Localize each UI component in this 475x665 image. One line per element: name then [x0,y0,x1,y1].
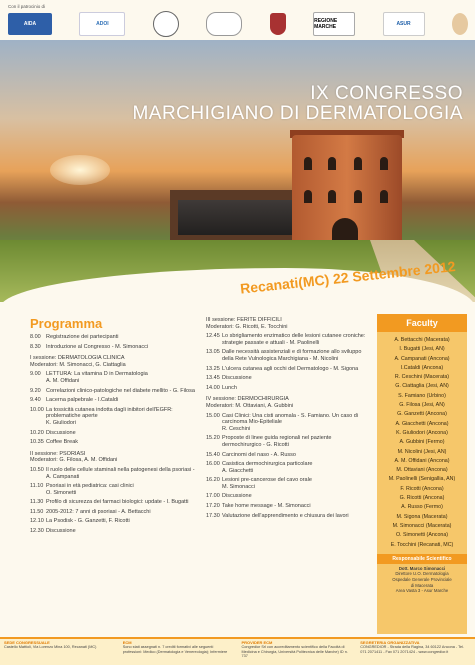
title-line-2: MARCHIGIANO DI DERMATOLOGIA [132,103,463,124]
session-moderators: Moderatori: M. Simonacci, G. Ciattaglia [30,361,126,368]
faculty-member: A. Bettacchi (Macerata) [394,337,450,343]
program-time: 9.00 [30,371,41,378]
program-speaker: A. Giacchetti [222,467,254,474]
program-topic: Casi Clinici: Una cisti anomala - S. Famiano. Un caso di carcinoma Mio-Epiteliale [222,412,359,426]
program-topic: Take home message - M. Simonacci [222,503,311,510]
session-header [206,317,366,330]
tower-window [380,157,388,170]
faculty-member: O. Simonetti (Ancona) [395,532,449,539]
faculty-member: M. Paolinelli (Senigallia, AN) [388,476,456,483]
program-text [222,477,366,490]
faculty-member: F. Ricotti (Ancona) [400,485,444,492]
resp-title: Responsabile Scientifico [377,554,467,564]
footer-body: Sono stati assegnati n. 7 crediti formativi alle seguenti professioni: Medico (Dermatologia e Venereologia); Infermiere [122,645,228,654]
faculty-member: A. Russo (Fermo) [401,504,443,511]
program-item [30,334,195,341]
program-topic: Correlazioni clinico-patologiche nel diabete mellito - G. Filosa [46,387,195,394]
congress-title [132,84,463,124]
sun [50,155,110,185]
program-topic: Lacerna palpebrale - I.Cataldi [46,397,119,404]
program-text [222,375,366,382]
tower-window [354,157,362,170]
program-topic: Coffee Break [46,439,79,446]
program-time: 16.20 [206,477,220,484]
faculty-member: G. Ganzetti (Ancona) [397,411,447,418]
footer-head: ECM [122,640,132,645]
program-item [30,344,195,351]
program-text [222,461,366,474]
program-time: 17.00 [206,493,220,500]
footer-organizer [356,639,475,665]
session-moderators: Moderatori: G. Filosa, A. M. Offidani [30,457,118,464]
faculty-member: M. Sigona (Macerata) [396,513,448,520]
program-time: 10.35 [30,439,44,446]
program-item [30,509,195,516]
program-time: 15.20 [206,435,220,442]
program-topic: Lesioni pre-cancerose del cavo orale [222,477,312,484]
program-text [222,385,366,392]
resp-line: di Macerata [410,582,434,588]
program-topic: Proposte di linee guida regionali nel paziente dermochirurgico - G. Ricotti [222,435,332,448]
title-line-1: IX CONGRESSO [310,83,463,104]
program-item [206,375,366,382]
session-title: III sessione: FERITE DIFFICILI [206,317,282,323]
program-item [206,333,366,346]
program-topic: Discussione [46,429,76,436]
program-time: 13.25 [206,365,220,372]
faculty-member: A. Campanati (Ancona) [394,355,450,362]
program-item [206,513,366,520]
footer-ecm [119,639,238,665]
session-header [206,396,366,409]
faculty-member: G. Ricotti (Ancona) [399,495,445,502]
program-text [46,371,195,384]
faculty-panel [377,314,467,634]
session-title: II sessione: PSORIASI [30,450,86,457]
program-item [206,366,366,373]
program-text [46,334,195,341]
program-topic: Lunch [222,384,237,391]
program-time: 14.00 [206,384,220,391]
aida-logo: AIDA [8,13,52,35]
program-time: 9.20 [30,387,41,394]
program-text [46,388,195,395]
society-logo [153,11,179,37]
program-topic: Psoriasi in età pediatrica: casi clinici [46,483,134,490]
program-item [206,477,366,490]
faculty-member: I. Bugatti (Jesi, AN) [399,346,445,353]
footer-head: PROVIDER ECM [241,640,273,645]
faculty-member: S. Famiano (Urbino) [398,392,446,399]
session-moderators: Moderatori: M. Ottaviani, A. Gubbini [206,402,294,409]
program-item [206,503,366,510]
program-text [46,499,195,506]
program-text [222,452,366,459]
footer-provider [238,639,357,665]
building-glass [178,200,308,235]
program-topic: LETTURA: La vitamina D in Dermatologia [46,371,148,378]
program-item [206,385,366,392]
resp-line: Area Vasta 3 - Asur Marche [395,588,449,594]
faculty-list [377,332,467,550]
session-header [30,355,195,368]
program-text [222,349,366,362]
faculty-title: Faculty [377,314,467,332]
footer-head: SEDE CONGRESSUALE [4,640,50,645]
program-topic: La Psodisk - G. Ganzetti, F. Ricotti [46,518,130,525]
program-time: 8.00 [30,334,41,340]
faculty-member: G. Filosa (Jesi, AN) [399,402,445,409]
faculty-member: I.Cataldi (Ancona) [400,364,444,371]
footer-head: SEGRETERIA ORGANIZZATIVA [360,640,420,645]
faculty-member: K. Giuliodori (Ancona) [396,429,448,436]
program-time: 13.45 [206,375,220,382]
program-text [222,435,366,448]
crest-logo [270,13,286,35]
footer-venue [0,639,119,665]
faculty-member: A. Gubbini (Fermo) [399,439,445,446]
program-item [30,371,195,384]
program-left-column [30,334,195,538]
program-time: 9.40 [30,397,41,404]
program-topic: Discussione [222,375,252,382]
program-topic: La tossicità cutanea indotta dagli inibitori dell'EGFR: problematiche aperte [46,406,173,420]
program-text [46,439,195,446]
program-item [30,528,195,535]
program-mid-column [206,312,366,522]
program-time: 11.50 [30,508,44,515]
program-item [206,493,366,500]
resp-line: Ospedale Generale Provinciale [392,577,452,583]
patronage-logos [8,10,468,38]
faculty-member: R. Ceschini (Macerata) [394,374,450,381]
program-time: 12.30 [30,528,44,535]
program-item [30,483,195,496]
program-text [222,493,366,500]
program-time: 10.50 [30,466,44,473]
program-topic: Lo sbrigliamento enzimatico delle lesioni cutanee croniche: strategie passate e attuali - M. Paolinelli [222,333,366,346]
program-text [46,344,195,351]
program-item [206,452,366,459]
program-text [46,430,195,437]
program-topic: Valutazione dell'apprendimento e chiusura dei lavori [222,512,349,519]
program-time: 15.00 [206,412,220,419]
program-item [30,518,195,525]
faculty-member: M. Nicolini (Jesi, AN) [397,448,447,455]
program-text [222,513,366,520]
program-text [222,413,366,433]
session-title: IV sessione: DERMOCHIRURGIA [206,396,289,403]
program-item [30,388,195,395]
tower-window [380,190,388,203]
program-item [206,435,366,448]
patronage-label: Con il patrocinio di [8,4,46,9]
program-text [222,333,366,346]
faculty-member: A. M. Offidani (Ancona) [394,457,450,464]
program-speaker: R. Ceschini [222,425,251,432]
program-item [206,349,366,362]
program-topic: Carcinomi del naso - A. Russo [222,451,296,458]
ordine-logo [206,12,242,36]
program-speaker: O. Simonetti [46,489,77,496]
program-text [46,397,195,404]
program-time: 15.40 [206,451,220,458]
congress-date: Recanati(MC) 22 Settembre 2012 [239,258,456,297]
program-item [30,407,195,427]
program-topic: Discussione [46,528,76,535]
program-item [30,499,195,506]
program-text [46,509,195,516]
program-time: 12.45 [206,333,220,340]
program-text [222,503,366,510]
program-time: 10.00 [30,406,44,413]
program-time: 11.30 [30,499,44,506]
session-moderators: Moderatori: G. Ricotti, E. Tocchini [206,323,288,330]
program-time: 17.20 [206,503,220,510]
program-item [206,413,366,433]
program-text [46,483,195,496]
regione-marche-logo: REGIONE MARCHE [313,12,355,36]
program-topic: Il ruolo delle cellule staminali nella patogenesi della psoriasi - A. Campanati [46,466,195,480]
resp-body [377,564,467,596]
program-time: 11.10 [30,483,44,490]
program-text [46,518,195,525]
program-item [206,461,366,474]
program-time: 12.10 [30,518,44,525]
program-speaker: K. Giuliodori [46,419,76,426]
program-topic: Discussione [222,493,252,500]
tower-window [304,157,312,170]
faculty-member: G. Ciattaglia (Jesi, AN) [395,383,449,390]
resp-line: Direttore U.O. Dermatologia [395,571,449,577]
program-text [222,366,366,373]
tower-window [304,190,312,203]
program-time: 13.05 [206,349,220,356]
program-topic: Casistica dermochirurgica particolare [222,461,313,468]
tower-window [328,157,336,170]
faculty-member: A. Giacchetti (Ancona) [395,420,449,427]
program-topic: L'ulcera cutanea agli occhi del Dermatologo - M. Sigona [222,365,359,372]
tower-window [328,190,336,203]
program-time: 8.30 [30,343,41,350]
programma-title: Programma [30,316,103,331]
footer [0,637,475,665]
footer-body: CONGREDIOR - Strada della Ragina, 34 60122 Ancona - Tel. 071 2071411 - Fax 071 2071424 - www.congredior.it [360,645,465,654]
program-text [46,467,195,480]
program-topic: Introduzione al Congresso - M. Simonacci [46,343,149,350]
program-text [46,528,195,535]
faculty-member: M. Simonacci (Macerata) [392,522,452,529]
faculty-member: E. Tocchini (Recanati, MC) [390,541,454,548]
program-speaker: M. Simonacci [222,483,256,490]
adoi-logo: ADOI [79,12,125,36]
program-speaker: A. M. Offidani [46,377,80,384]
program-time: 10.20 [30,429,44,436]
program-topic: Dalle necessità assistenziali e di formazione allo sviluppo della Rete Vulnologica Marchigiana - M. Nicolini [222,349,362,362]
session-title: I sessione: DERMATOLOGIA CLINICA [30,355,125,362]
session-header [30,451,195,464]
program-time: 16.00 [206,461,220,468]
program-item [30,467,195,480]
program-item [30,439,195,446]
program-topic: Profilo di sicurezza dei farmaci biologici: update - I. Bugatti [46,499,189,506]
program-topic: 2005-2012: 7 anni di psoriasi - A. Bettacchi [46,508,151,515]
program-item [30,397,195,404]
university-seal-logo [452,13,468,35]
asur-logo: ASUR [383,12,425,36]
faculty-member: M. Ottaviani (Ancona) [396,467,448,474]
program-time: 17.30 [206,512,220,519]
resp-name: Dott. Marco Simonacci [398,565,446,571]
tower-window [354,190,362,203]
program-item [30,430,195,437]
footer-body: Castello Mattioli, Via Lorenzo Mina 100, Recanati (MC) [4,645,97,650]
footer-body: Congredior Srl con accreditamento scientifico della Facoltà di Medicina e Chirurgia, Università Politecnica delle Marche) ID n. 737 [241,645,348,659]
program-text [46,407,195,427]
program-topic: Registrazione dei partecipanti [46,334,119,340]
